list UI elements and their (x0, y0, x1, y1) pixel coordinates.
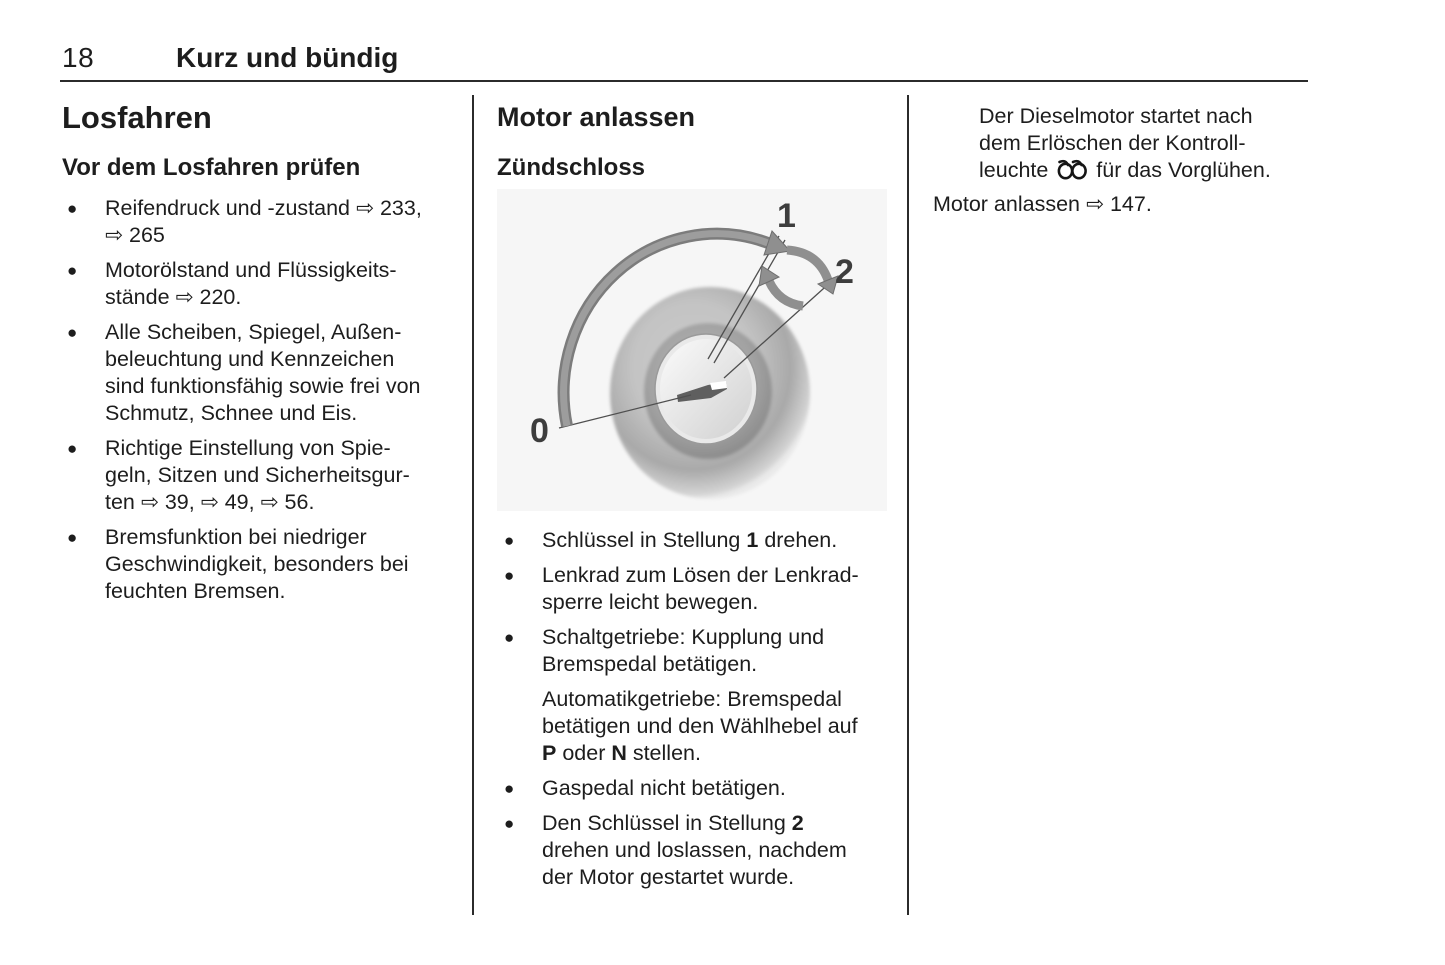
list-item (504, 527, 893, 554)
column-divider-1 (472, 95, 474, 915)
position-2-label: 2 (835, 253, 854, 292)
bullet-marker: ● (67, 323, 78, 343)
list-item (504, 810, 893, 891)
list-item-text: Den Schlüssel in Stellung 2 drehen und loslassen, nachdem der Motor gestartet wurde. (542, 811, 847, 890)
bullet-marker: ● (67, 199, 78, 219)
bullet-marker: ● (504, 628, 515, 648)
list-item (67, 435, 462, 516)
diesel-glow-note: Der Dieselmotor startet nach dem Erlöschen der Kontroll- leuchte für das Vorglühen. (979, 104, 1271, 182)
bullet-marker: ● (504, 566, 515, 586)
glow-plug-icon (1056, 158, 1088, 180)
column-diesel-note (933, 95, 1333, 218)
list-item (67, 195, 462, 249)
bullet-marker: ● (504, 779, 515, 799)
list-item-text: Reifendruck und -zustand ⇨ 233, ⇨ 265 (105, 196, 422, 248)
bullet-marker: ● (67, 439, 78, 459)
column-divider-2 (907, 95, 909, 915)
page-number: 18 (62, 42, 95, 73)
list-item (504, 562, 893, 616)
list-item (67, 319, 462, 427)
subheading-vor-dem-losfahren-pruefen: Vor dem Losfahren prüfen (62, 154, 361, 182)
list-item-text: Bremsfunktion bei niedriger Geschwindigkeit, besonders bei feuchten Bremsen. (105, 525, 409, 604)
list-item (67, 524, 462, 605)
list-item-text: Automatikgetriebe: Bremspedal betätigen und den Wählhebel auf P oder N stellen. (542, 687, 858, 766)
section-heading-losfahren: Losfahren (62, 100, 212, 135)
list-item (504, 775, 893, 802)
position-0-label: 0 (530, 412, 549, 451)
start-engine-steps (497, 527, 893, 891)
bullet-marker: ● (67, 261, 78, 281)
chapter-title: Kurz und bündig (176, 42, 399, 73)
column-motor-anlassen (497, 95, 893, 899)
column-losfahren (62, 95, 462, 613)
list-item-text: Richtige Einstellung von Spie- geln, Sitzen und Sicherheitsgur- ten ⇨ 39, ⇨ 49, ⇨ 56. (105, 436, 410, 515)
bullet-marker: ● (504, 531, 515, 551)
list-item-text: Alle Scheiben, Spiegel, Außen- beleuchtung und Kennzeichen sind funktionsfähig sowie frei von Schmutz, Schnee und Eis. (105, 320, 421, 426)
list-item-text: Lenkrad zum Lösen der Lenkrad- sperre leicht bewegen. (542, 563, 859, 615)
pre-drive-checklist (62, 195, 462, 605)
list-item-text: Motorölstand und Flüssigkeits- stände ⇨ 220. (105, 258, 397, 310)
motor-anlassen-reference: Motor anlassen ⇨ 147. (933, 192, 1152, 216)
list-item-text: Schlüssel in Stellung 1 drehen. (542, 528, 838, 553)
list-item-text: Schaltgetriebe: Kupplung und Bremspedal betätigen. (542, 625, 825, 677)
subheading-zuendschloss: Zündschloss (497, 153, 646, 181)
ignition-lock-figure (497, 189, 887, 511)
list-item (504, 624, 893, 678)
position-1-label: 1 (777, 197, 796, 236)
header-rule (60, 80, 1308, 82)
bullet-marker: ● (67, 528, 78, 548)
list-item (504, 686, 893, 767)
list-item (67, 257, 462, 311)
section-heading-motor-anlassen: Motor anlassen (497, 102, 696, 132)
list-item-text: Gaspedal nicht betätigen. (542, 776, 786, 801)
bullet-marker: ● (504, 814, 515, 834)
